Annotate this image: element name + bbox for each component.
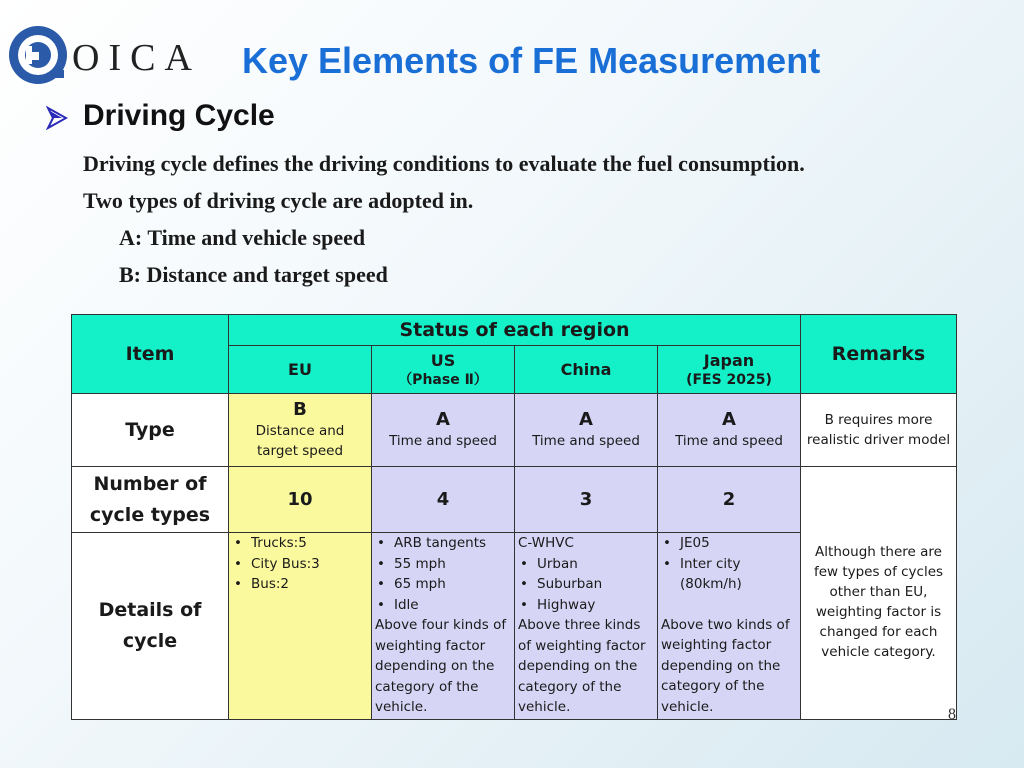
details-note: Above two kinds of weighting factor depending on the category of the vehicle.: [661, 616, 790, 715]
list-item: • Trucks:5: [232, 533, 371, 554]
header-region-japan: [658, 346, 801, 394]
count-us: 4: [372, 467, 515, 533]
list-item: • ARB tangents: [375, 533, 514, 554]
details-japan: [658, 533, 801, 720]
type-china: [515, 394, 658, 467]
region-name: US: [430, 350, 456, 370]
remark-type: B requires more realistic driver model: [801, 394, 957, 467]
header-status: Status of each region: [229, 315, 801, 346]
list-item: • JE05: [661, 533, 800, 554]
details-note: Above four kinds of weighting factor depending on the category of the vehicle.: [375, 617, 507, 715]
list-item: • Idle: [375, 595, 514, 616]
region-name: China: [560, 359, 612, 379]
fe-measurement-table: [71, 314, 957, 720]
type-eu: [229, 394, 372, 467]
list-item: • Highway: [518, 595, 657, 616]
row-label-details: Details of cycle: [72, 533, 229, 720]
type-letter: B: [293, 399, 307, 420]
section-heading: Driving Cycle: [83, 99, 275, 132]
type-letter: A: [436, 409, 450, 430]
intro-item-a: A: Time and vehicle speed: [119, 225, 366, 250]
header-item: Item: [72, 315, 229, 394]
count-japan: 2: [658, 467, 801, 533]
type-desc: Distance and target speed: [255, 423, 345, 459]
region-name: EU: [288, 359, 312, 379]
page-number: 8: [948, 706, 956, 723]
list-item: • 55 mph: [375, 554, 514, 575]
count-eu: 10: [229, 467, 372, 533]
details-us: [372, 533, 515, 720]
arrow-bullet-icon: [46, 106, 68, 130]
type-desc: Time and speed: [532, 433, 640, 449]
logo-text: OICA: [72, 37, 201, 79]
intro-line-1: Driving cycle defines the driving conditions to evaluate the fuel consumption.: [83, 151, 805, 176]
list-item: • Urban: [518, 554, 657, 575]
row-label-count: Number of cycle types: [72, 467, 229, 533]
details-eu: [229, 533, 372, 720]
count-china: 3: [515, 467, 658, 533]
type-letter: A: [722, 409, 736, 430]
header-region-eu: [229, 346, 372, 394]
type-desc: Time and speed: [389, 433, 497, 449]
list-item: • Suburban: [518, 574, 657, 595]
list-item: • City Bus:3: [232, 554, 371, 575]
list-item: • Bus:2: [232, 574, 371, 595]
page-title: Key Elements of FE Measurement: [242, 40, 821, 81]
type-desc: Time and speed: [675, 433, 783, 449]
list-item: • 65 mph: [375, 574, 514, 595]
region-sub: （Phase Ⅱ）: [398, 371, 488, 388]
remark-merged: Although there are few types of cycles other than EU, weighting factor is changed for each vehicle category.: [801, 467, 957, 720]
details-lead: C-WHVC: [518, 535, 574, 551]
details-continuation: (80km/h): [680, 576, 742, 592]
details-china: [515, 533, 658, 720]
header-region-china: [515, 346, 658, 394]
region-sub: (FES 2025): [686, 371, 772, 388]
intro-line-2: Two types of driving cycle are adopted in.: [83, 188, 474, 213]
header-region-us: [372, 346, 515, 394]
type-japan: [658, 394, 801, 467]
header-remarks: Remarks: [801, 315, 957, 394]
list-item: • Inter city: [661, 554, 800, 575]
region-name: Japan: [703, 350, 755, 370]
type-us: [372, 394, 515, 467]
type-letter: A: [579, 409, 593, 430]
details-note: Above three kinds of weighting factor depending on the category of the vehicle.: [518, 617, 646, 715]
row-label-type: Type: [72, 394, 229, 467]
intro-item-b: B: Distance and target speed: [119, 262, 388, 287]
